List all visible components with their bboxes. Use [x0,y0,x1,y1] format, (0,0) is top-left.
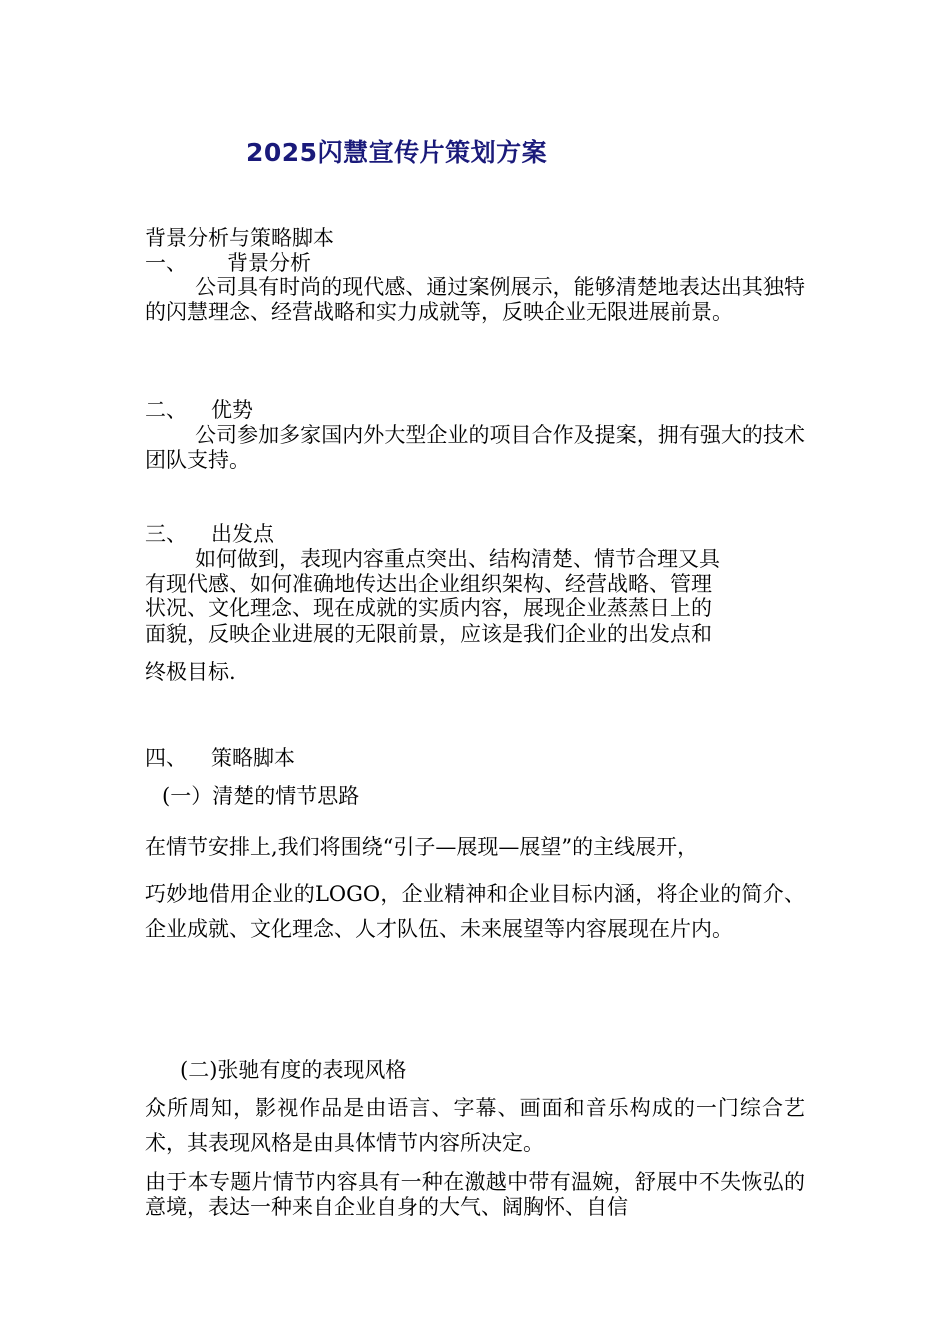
section-1-title: 背景分析 [227,251,311,275]
section-3-line-3: 状况、文化理念、现在成就的实质内容，展现企业蒸蒸日上的 [145,596,712,620]
intro-heading: 背景分析与策略脚本 [145,226,334,250]
section-4-number: 四、 [145,746,187,770]
section-3-heading [145,522,274,546]
subsection-1-first-line: 在情节安排上,我们将围绕“引子—展现—展望”的主线展开， [145,835,699,859]
section-1-heading [145,251,311,275]
section-3-line-2: 有现代感、如何准确地传达出企业组织架构、经营战略、管理 [145,572,712,596]
section-3-line-4: 面貌，反映企业进展的无限前景，应该是我们企业的出发点和 [145,622,712,646]
section-2-number: 二、 [145,398,187,422]
subsection-1-heading: (一）清楚的情节思路 [162,784,360,808]
section-1-paragraph: 公司具有时尚的现代感、通过案例展示，能够清楚地表达出其独特的闪慧理念、经营战略和实力成就等，反映企业无限进展前景。 [145,275,805,324]
section-3-title: 出发点 [211,522,274,546]
subsection-1-paragraph: 巧妙地借用企业的LOGO，企业精神和企业目标内涵，将企业的简介、企业成就、文化理念、人才队伍、未来展望等内容展现在片内。 [145,882,805,941]
section-3-line-1: 如何做到，表现内容重点突出、结构清楚、情节合理又具 [195,547,720,571]
section-4-heading [145,746,295,770]
section-2-title: 优势 [211,398,253,422]
subsection-2-paragraph-2: 由于本专题片情节内容具有一种在激越中带有温婉，舒展中不失恢弘的意境，表达一种来自企业自身的大气、阔胸怀、自信 [145,1170,805,1219]
subsection-2-heading: (二)张驰有度的表现风格 [180,1058,407,1082]
section-4-title: 策略脚本 [211,746,295,770]
section-1-number: 一、 [145,251,187,275]
document-title: 2025闪慧宣传片策划方案 [246,138,548,167]
section-3-line-5: 终极目标. [145,660,236,684]
section-2-heading [145,398,253,422]
section-3-number: 三、 [145,522,187,546]
section-2-paragraph: 公司参加多家国内外大型企业的项目合作及提案，拥有强大的技术团队支持。 [145,423,805,472]
subsection-2-paragraph-1: 众所周知，影视作品是由语言、字幕、画面和音乐构成的一门综合艺术，其表现风格是由具体情节内容所决定。 [145,1096,805,1155]
